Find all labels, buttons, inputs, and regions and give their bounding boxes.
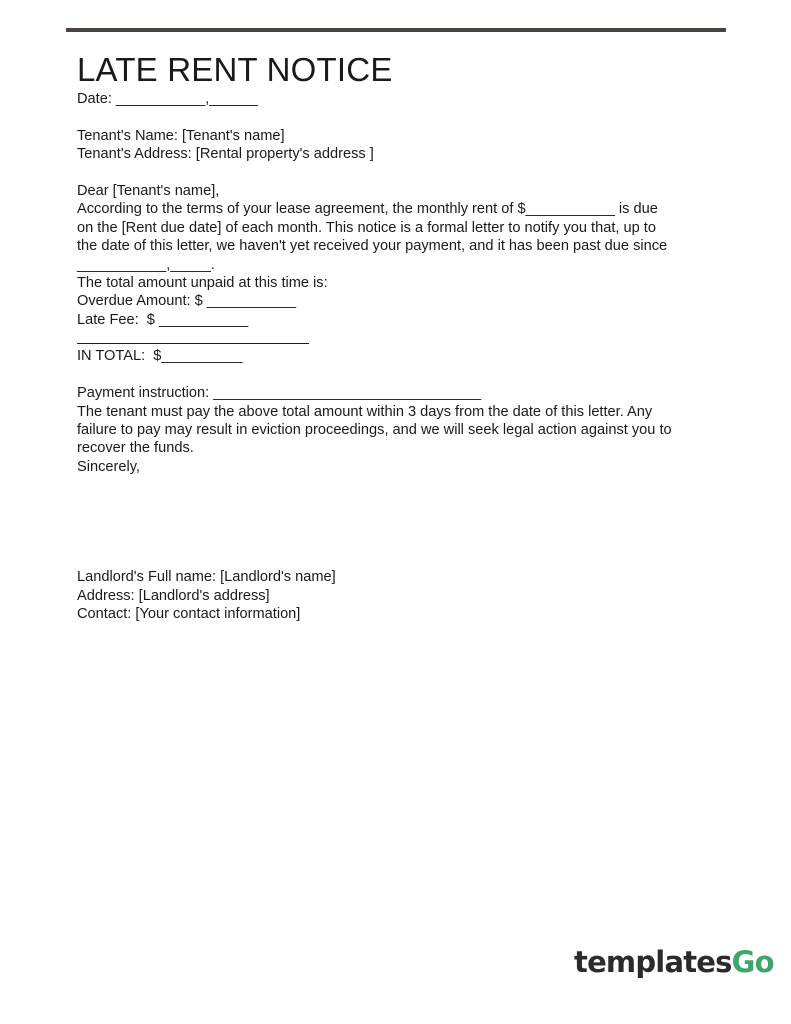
paragraph-2-line: recover the funds. [77,440,194,457]
landlord-address-line: Address: [Landlord's address] [77,587,270,604]
amount-intro: The total amount unpaid at this time is: [77,274,328,291]
paragraph-1-line: the date of this letter, we haven't yet received your payment, and it has been past due since [77,238,668,255]
paragraph-2-line: failure to pay may result in eviction proceedings, and we will seek legal action against you to [77,422,672,439]
letter-body [77,90,717,623]
paragraph-1-line: ___________,_____. [77,256,215,273]
top-divider-rule [66,28,726,32]
paragraph-1-line: According to the terms of your lease agreement, the monthly rent of $___________ is due [77,201,658,218]
tenant-address-line: Tenant's Address: [Rental property's address ] [77,146,374,163]
late-fee-line: Late Fee: $ ___________ [77,311,249,328]
date-line: Date: ___________,______ [77,91,258,107]
document-title: LATE RENT NOTICE [77,51,393,88]
logo-text-templates: templates [574,945,732,979]
templatesgo-logo [574,942,774,982]
payment-instruction-line: Payment instruction: _________________________________ [77,385,482,402]
tenant-name-line: Tenant's Name: [Tenant's name] [77,127,285,144]
paragraph-1-line: on the [Rent due date] of each month. This notice is a formal letter to notify you that, up to [77,219,656,236]
logo-text-go: Go [731,945,774,979]
closing: Sincerely, [77,458,140,475]
contact-line: Contact: [Your contact information] [77,605,301,622]
salutation: Dear [Tenant's name], [77,182,220,199]
paragraph-2-line: The tenant must pay the above total amount within 3 days from the date of this letter. Any [77,403,653,420]
landlord-name-line: Landlord's Full name: [Landlord's name] [77,569,336,586]
total-line: IN TOTAL: $__________ [77,348,243,365]
total-separator-rule [77,329,309,347]
overdue-amount-line: Overdue Amount: $ ___________ [77,293,297,310]
